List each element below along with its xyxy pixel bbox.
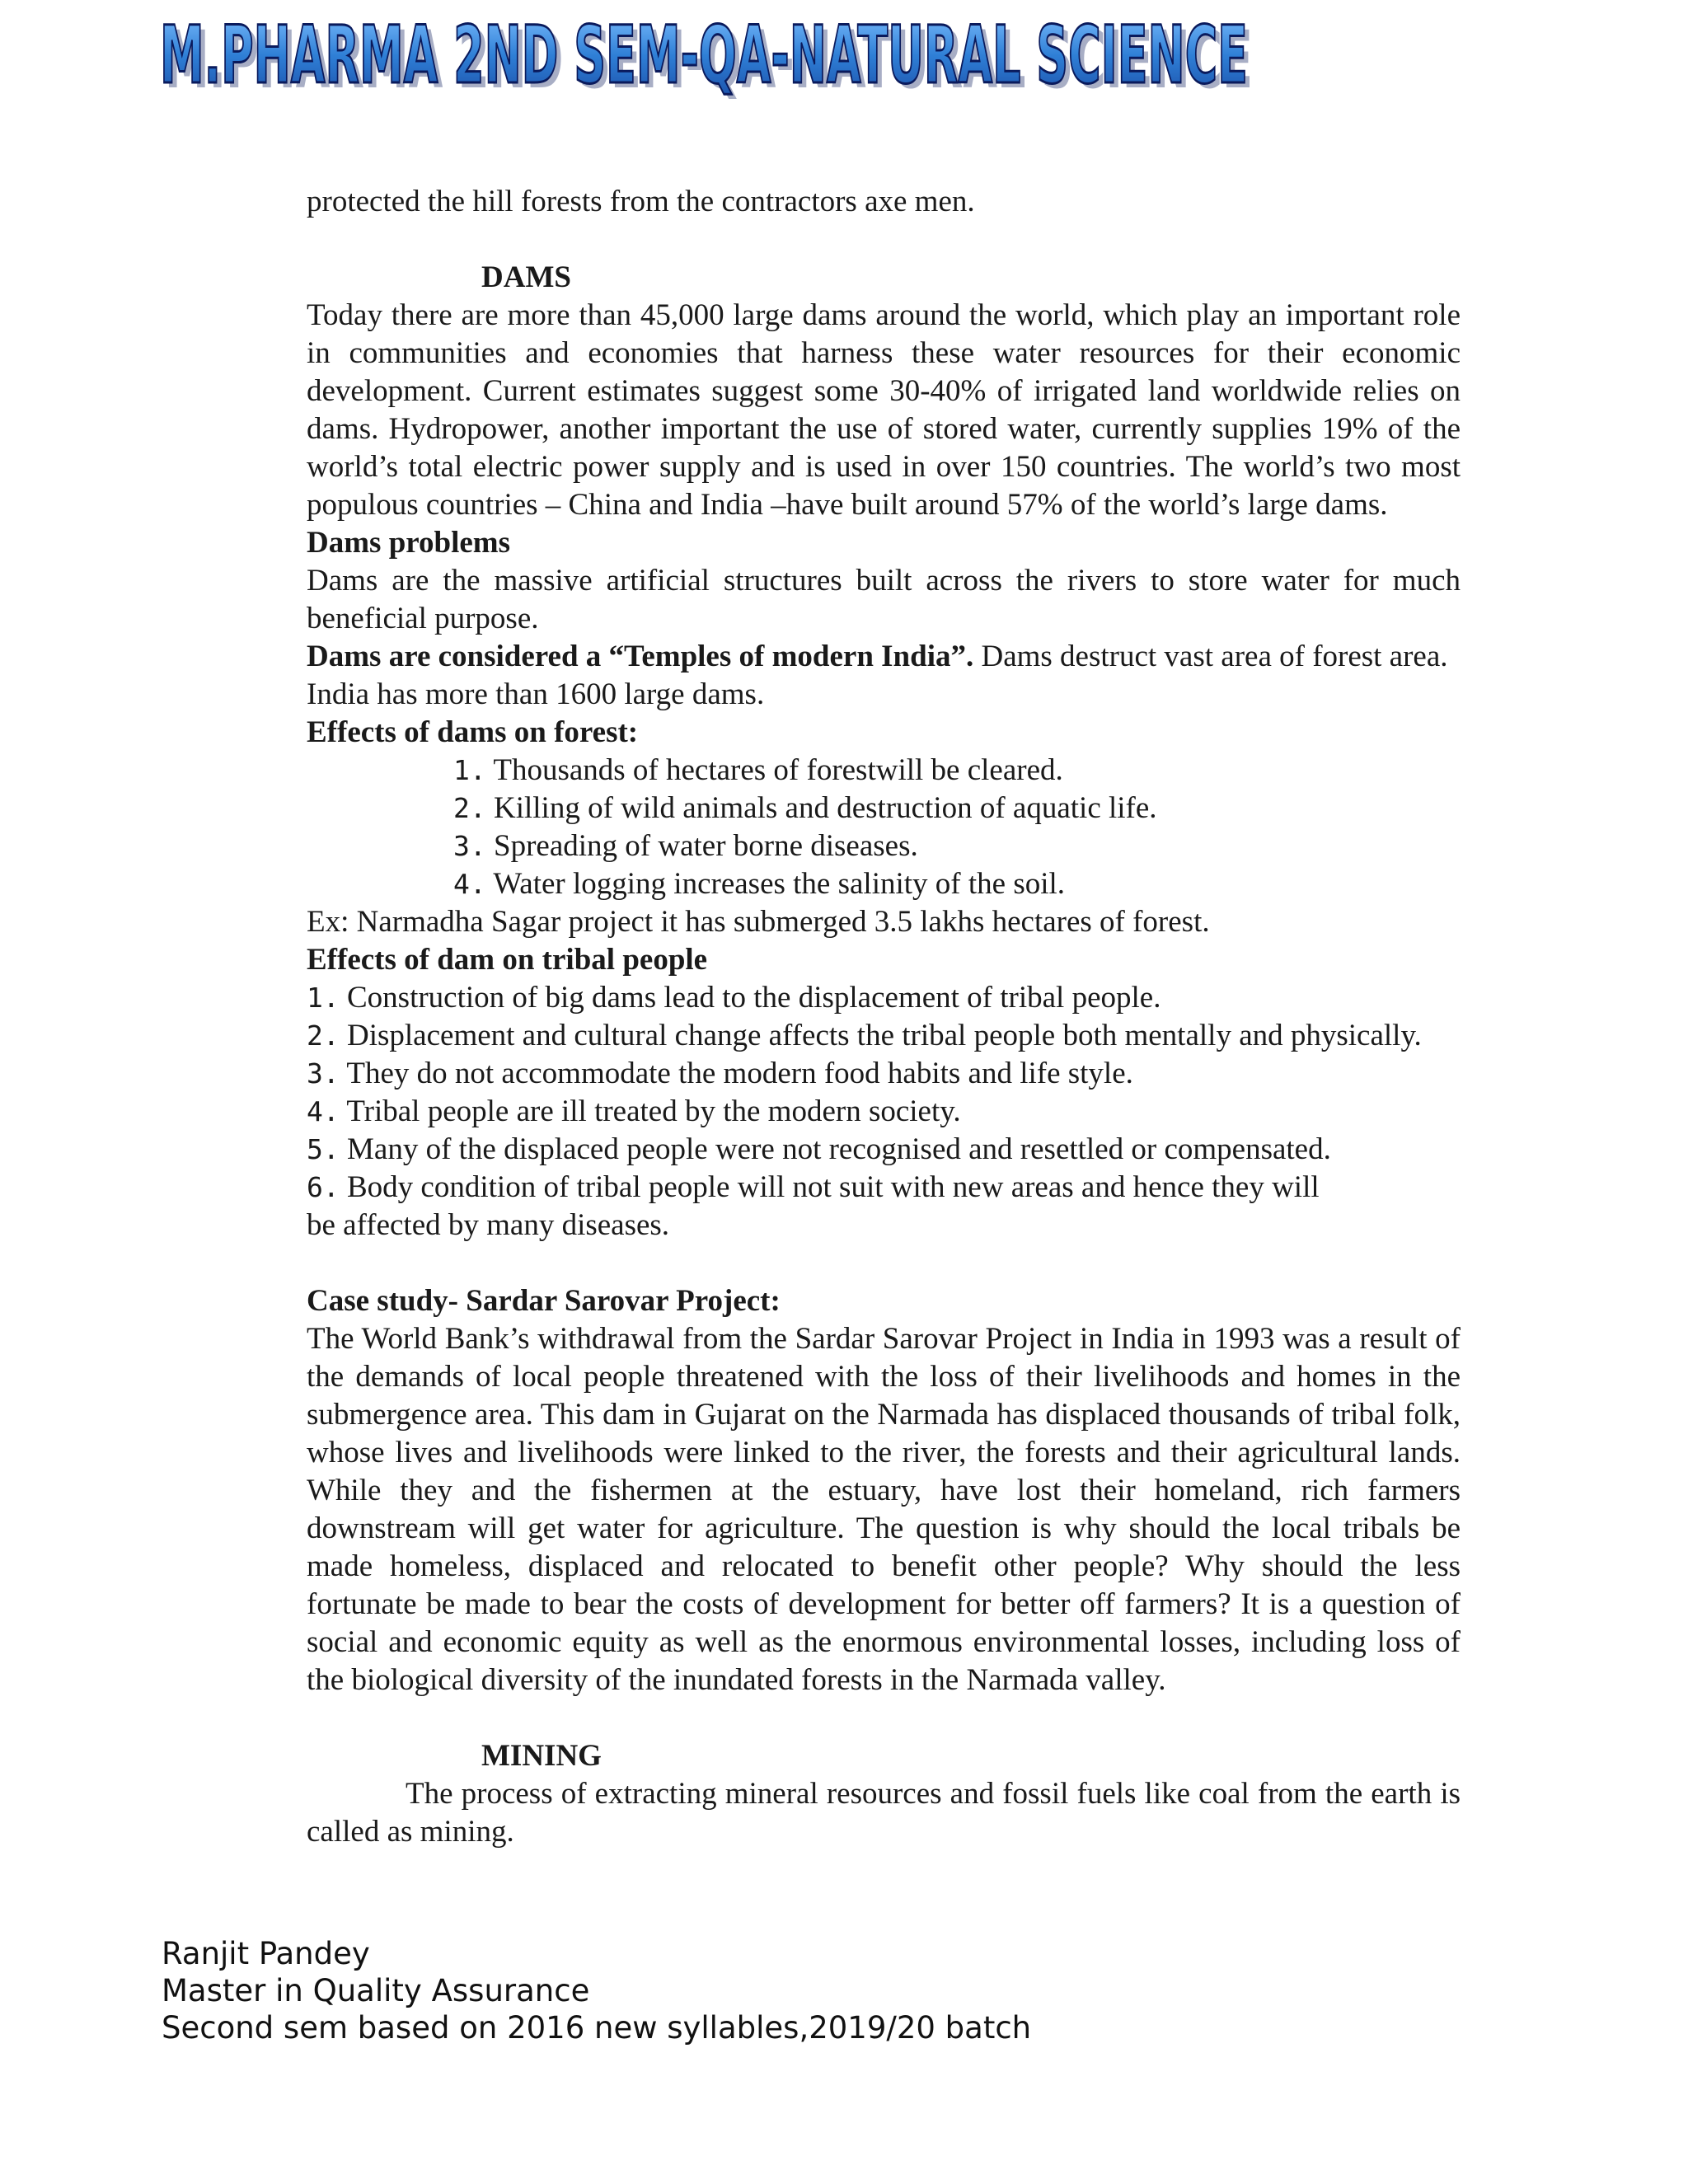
list-number: 5.	[307, 1133, 340, 1165]
mining-heading: MINING	[481, 1739, 602, 1773]
temples-rest: Dams destruct vast area of forest area. India has more than 1600 large dams.	[307, 640, 1448, 711]
list-item	[453, 865, 1461, 903]
temples-paragraph	[307, 638, 1461, 714]
effects-tribal-heading: Effects of dam on tribal people	[307, 943, 708, 977]
footer-degree: Master in Quality Assurance	[162, 1973, 590, 2008]
list-item	[307, 1169, 1329, 1244]
temples-bold: Dams are considered a “Temples of modern India”.	[307, 640, 974, 673]
narmada-example: Ex: Narmadha Sagar project it has submerged 3.5 lakhs hectares of forest.	[307, 905, 1210, 939]
footer-author: Ranjit Pandey	[162, 1936, 370, 1971]
list-text: Spreading of water borne diseases.	[494, 829, 918, 863]
list-item	[453, 752, 1461, 790]
list-number: 4.	[453, 868, 486, 900]
intro-line: protected the hill forests from the contractors axe men.	[307, 185, 975, 218]
list-text: Water logging increases the salinity of the soil.	[493, 867, 1066, 901]
list-text: Many of the displaced people were not recognised and resettled or compensated.	[347, 1132, 1331, 1166]
mining-text: The process of extracting mineral resources and fossil fuels like coal from the earth is called as mining.	[307, 1777, 1461, 1849]
dams-problems-heading: Dams problems	[307, 526, 511, 560]
list-text: Tribal people are ill treated by the modern society.	[346, 1094, 961, 1128]
list-text: Killing of wild animals and destruction of aquatic life.	[494, 791, 1157, 825]
list-item	[453, 790, 1461, 827]
list-number: 2.	[453, 792, 486, 824]
list-item	[307, 1093, 1461, 1131]
spacer	[307, 1699, 1461, 1737]
banner-wordart	[158, 7, 1263, 99]
list-number: 1.	[453, 754, 486, 786]
list-number: 3.	[453, 830, 486, 862]
banner-title: M.PHARMA 2ND SEM-QA-NATURAL SCIENCE	[160, 9, 1248, 99]
list-item	[453, 827, 1461, 865]
list-item	[307, 1131, 1461, 1169]
dams-problems-text: Dams are the massive artificial structures built across the rivers to store water for much beneficial purpose.	[307, 564, 1461, 635]
page-footer	[162, 1935, 1031, 2046]
case-study-heading: Case study- Sardar Sarovar Project:	[307, 1284, 781, 1318]
footer-batch-note: Second sem based on 2016 new syllables,2019/20 batch	[162, 2010, 1032, 2046]
list-text: Construction of big dams lead to the displacement of tribal people.	[347, 981, 1161, 1015]
list-text: Body condition of tribal people will not suit with new areas and hence they will be affected by many diseases.	[307, 1170, 1320, 1242]
dams-heading: DAMS	[481, 260, 571, 294]
dams-paragraph: Today there are more than 45,000 large dams around the world, which play an important role in communities and economies that harness these water resources for their economic development. Current estimates suggest some 30-40% of irrigated land worldwide relies on dams. Hydropower, another important the use of stored water, currently supplies 19% of the world’s total electric power supply and is used in over 150 countries. The world’s two most populous countries – China and India –have built around 57% of the world’s large dams.	[307, 298, 1461, 522]
list-item	[307, 979, 1461, 1017]
list-item	[307, 1055, 1461, 1093]
list-number: 6.	[307, 1171, 340, 1203]
list-text: Displacement and cultural change affects the tribal people both mentally and physically.	[347, 1019, 1422, 1052]
list-number: 1.	[307, 982, 340, 1014]
spacer	[307, 221, 1461, 259]
spacer	[307, 1244, 1461, 1282]
list-number: 4.	[307, 1095, 340, 1127]
list-number: 3.	[307, 1057, 340, 1090]
list-text: They do not accommodate the modern food habits and life style.	[346, 1057, 1133, 1090]
header-banner	[158, 7, 1263, 99]
banner-title-shadow: M.PHARMA 2ND SEM-QA-NATURAL SCIENCE	[165, 14, 1253, 99]
effects-forest-heading: Effects of dams on forest:	[307, 715, 639, 749]
list-item	[307, 1017, 1461, 1055]
list-text: Thousands of hectares of forestwill be cleared.	[493, 753, 1063, 787]
case-study-text: The World Bank’s withdrawal from the Sardar Sarovar Project in India in 1993 was a result of the demands of local people threatened with the loss of their livelihoods and homes in the submergence area. This dam in Gujarat on the Narmada has displaced thousands of tribal folk, whose lives and livelihoods were linked to the river, the forests and their agricultural lands. While they and the fishermen at the estuary, have lost their homeland, rich farmers downstream will get water for agriculture. The question is why should the local tribals be made homeless, displaced and relocated to benefit other people? Why should the less fortunate be made to bear the costs of development for better off farmers? It is a question of social and economic equity as well as the enormous environmental losses, including loss of the biological diversity of the inundated forests in the Narmada valley.	[307, 1322, 1461, 1697]
list-number: 2.	[307, 1019, 340, 1052]
effects-tribal-list	[307, 979, 1461, 1244]
effects-forest-list	[307, 752, 1461, 903]
page-body	[307, 183, 1461, 1851]
